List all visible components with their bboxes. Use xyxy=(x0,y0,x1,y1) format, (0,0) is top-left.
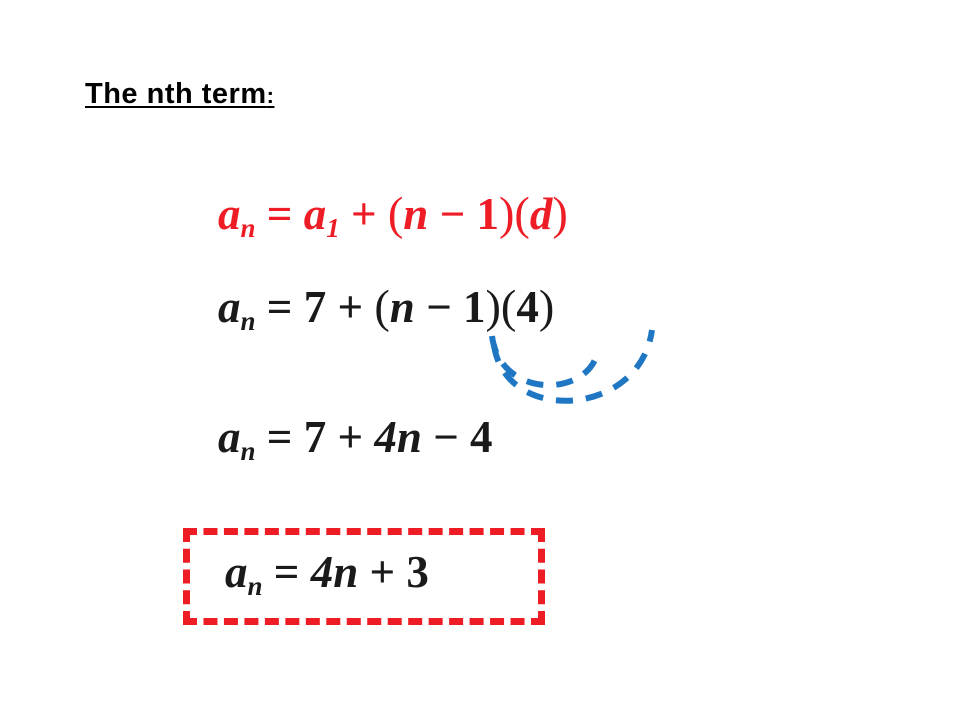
eq2-minus: − xyxy=(426,282,452,332)
eq2-plus: + xyxy=(337,282,364,332)
eq2-lhs-subscript: n xyxy=(240,305,256,336)
eq1-first-term-subscript: 1 xyxy=(326,212,340,243)
equation-general-formula xyxy=(218,189,568,243)
eq1-close-paren: ) xyxy=(498,189,515,240)
equation-substituted xyxy=(218,282,555,336)
eq1-plus: + xyxy=(350,189,377,239)
eq2-n: n xyxy=(389,282,415,332)
eq2-first-term: 7 xyxy=(303,282,327,332)
eq2-close-paren-2: ) xyxy=(538,282,555,333)
eq2-lhs-variable: a xyxy=(218,282,241,332)
eq3-four-n: 4n xyxy=(374,412,422,462)
eq1-close-paren-2: ) xyxy=(552,189,568,240)
eq1-d: d xyxy=(529,189,553,239)
eq1-open-paren: ( xyxy=(387,189,404,240)
eq1-minus: − xyxy=(439,189,466,239)
eq2-one: 1 xyxy=(462,282,486,332)
eq2-equals: = xyxy=(266,282,293,332)
eq3-equals: = xyxy=(266,412,293,462)
eq3-seven: 7 xyxy=(303,412,327,462)
page-title xyxy=(85,78,274,111)
eq2-close-paren: ) xyxy=(485,282,501,333)
eq2-common-difference: 4 xyxy=(516,282,539,332)
eq4-four-n: 4n xyxy=(310,547,359,597)
distribution-arc-outer xyxy=(494,330,652,401)
eq4-equals: = xyxy=(273,547,300,597)
eq3-minus: − xyxy=(433,412,459,462)
eq1-n: n xyxy=(403,189,429,239)
eq4-three: 3 xyxy=(406,547,429,597)
equation-expanded xyxy=(218,412,493,466)
eq3-four: 4 xyxy=(470,412,493,462)
eq1-first-term-variable: a xyxy=(303,189,327,239)
eq4-plus: + xyxy=(369,547,396,597)
eq4-lhs-subscript: n xyxy=(247,570,263,601)
eq2-open-paren-2: ( xyxy=(500,282,517,333)
page-title-text: The nth term xyxy=(85,78,267,110)
eq1-lhs-variable: a xyxy=(218,189,241,239)
eq3-lhs-variable: a xyxy=(218,412,241,462)
eq1-equals: = xyxy=(266,189,293,239)
eq4-lhs-variable: a xyxy=(225,547,248,597)
eq1-one: 1 xyxy=(476,189,499,239)
eq1-lhs-subscript: n xyxy=(240,212,256,243)
eq3-plus: + xyxy=(337,412,364,462)
distribution-arc-inner xyxy=(492,336,598,385)
eq3-lhs-subscript: n xyxy=(240,435,256,466)
eq2-open-paren: ( xyxy=(374,282,390,333)
equation-simplified-answer xyxy=(225,547,429,601)
page-title-colon: : xyxy=(266,83,275,108)
eq1-open-paren-2: ( xyxy=(514,189,530,240)
